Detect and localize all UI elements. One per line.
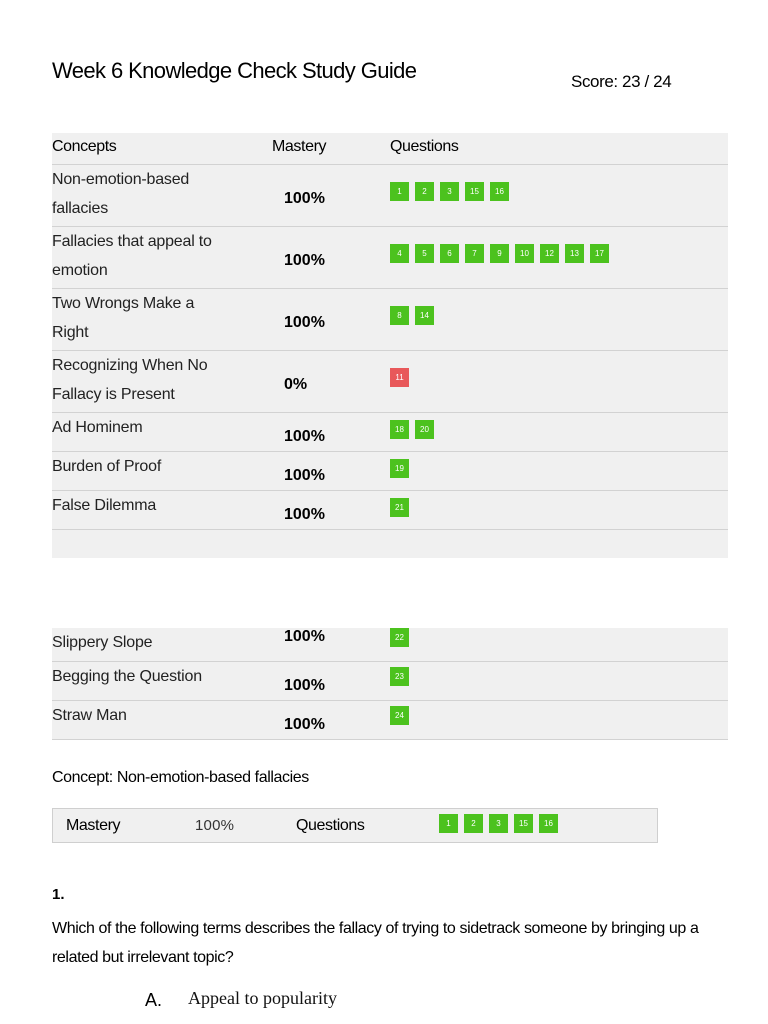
header-questions: Questions bbox=[390, 138, 459, 155]
concept-name bbox=[52, 165, 257, 223]
question-chip[interactable]: 2 bbox=[464, 814, 483, 833]
table-header bbox=[52, 133, 728, 165]
table-row bbox=[52, 452, 728, 491]
questions-label: Questions bbox=[296, 817, 365, 834]
concept-name-line: Begging the Question bbox=[52, 668, 202, 685]
question-chip[interactable]: 1 bbox=[390, 182, 409, 201]
question-chip[interactable]: 14 bbox=[415, 306, 434, 325]
concept-name-line: False Dilemma bbox=[52, 497, 157, 514]
question-chip[interactable]: 10 bbox=[515, 244, 534, 263]
page-title: Week 6 Knowledge Check Study Guide bbox=[52, 58, 417, 83]
concept-name bbox=[52, 351, 257, 409]
concept-name-line: Two Wrongs Make a bbox=[52, 295, 195, 312]
question-chips bbox=[390, 706, 415, 725]
mastery-percent: 100% bbox=[284, 677, 325, 694]
concept-name-line: Recognizing When No bbox=[52, 357, 208, 374]
question-chip[interactable]: 17 bbox=[590, 244, 609, 263]
concept-name-line: Fallacy is Present bbox=[52, 386, 175, 403]
concept-name-line: Fallacies that appeal to bbox=[52, 233, 212, 250]
question-chip[interactable]: 9 bbox=[490, 244, 509, 263]
question-chip[interactable]: 3 bbox=[489, 814, 508, 833]
concept-question-chips bbox=[439, 814, 564, 833]
question-chip[interactable]: 13 bbox=[565, 244, 584, 263]
concept-name bbox=[52, 289, 257, 347]
question-chip[interactable]: 23 bbox=[390, 667, 409, 686]
concept-name bbox=[52, 491, 257, 520]
mastery-percent: 100% bbox=[284, 467, 325, 484]
question-chip[interactable]: 20 bbox=[415, 420, 434, 439]
table-row bbox=[52, 491, 728, 530]
concept-name bbox=[52, 701, 257, 730]
concept-table bbox=[52, 133, 728, 562]
mastery-percent: 100% bbox=[284, 716, 325, 733]
question-chip[interactable]: 1 bbox=[439, 814, 458, 833]
concept-name bbox=[52, 452, 257, 481]
mastery-label: Mastery bbox=[66, 817, 121, 834]
mastery-percent: 100% bbox=[284, 314, 325, 331]
question-chip[interactable]: 3 bbox=[440, 182, 459, 201]
header-mastery: Mastery bbox=[272, 138, 327, 155]
concept-mastery-box bbox=[52, 808, 658, 843]
question-chips bbox=[390, 667, 415, 686]
concept-name-line: Burden of Proof bbox=[52, 458, 162, 475]
table-row bbox=[52, 351, 728, 413]
question-chip[interactable]: 16 bbox=[539, 814, 558, 833]
question-chips bbox=[390, 498, 415, 517]
table-row bbox=[52, 628, 728, 662]
question-chip[interactable]: 2 bbox=[415, 182, 434, 201]
question-chip[interactable]: 15 bbox=[465, 182, 484, 201]
concept-name bbox=[52, 628, 257, 657]
concept-name-line: Straw Man bbox=[52, 707, 127, 724]
concept-name-line: emotion bbox=[52, 262, 108, 279]
question-chips bbox=[390, 420, 440, 439]
question-chips bbox=[390, 306, 440, 325]
question-chip[interactable]: 24 bbox=[390, 706, 409, 725]
question-chip[interactable]: 22 bbox=[390, 628, 409, 647]
question-chip[interactable]: 12 bbox=[540, 244, 559, 263]
concept-name bbox=[52, 227, 257, 285]
question-chip[interactable]: 7 bbox=[465, 244, 484, 263]
question-chip[interactable]: 18 bbox=[390, 420, 409, 439]
question-chips bbox=[390, 368, 415, 387]
concept-name-line: Slippery Slope bbox=[52, 634, 153, 651]
header-concepts: Concepts bbox=[52, 138, 117, 155]
question-chips bbox=[390, 182, 515, 201]
question-chip[interactable]: 6 bbox=[440, 244, 459, 263]
mastery-percent: 0% bbox=[284, 376, 308, 393]
option-a-text[interactable]: Appeal to popularity bbox=[188, 988, 337, 1008]
question-chip[interactable]: 21 bbox=[390, 498, 409, 517]
question-chip[interactable]: 16 bbox=[490, 182, 509, 201]
question-chip[interactable]: 11 bbox=[390, 368, 409, 387]
concept-name bbox=[52, 662, 257, 691]
page-break-gap bbox=[0, 558, 768, 628]
concept-name-line: Ad Hominem bbox=[52, 419, 143, 436]
question-chips bbox=[390, 459, 415, 478]
mastery-percent: 100% bbox=[284, 628, 325, 645]
concept-name-line: Non-emotion-based bbox=[52, 171, 190, 188]
table-row bbox=[52, 289, 728, 351]
mastery-percent: 100% bbox=[284, 506, 325, 523]
mastery-value: 100% bbox=[195, 817, 235, 834]
question-chip[interactable]: 19 bbox=[390, 459, 409, 478]
option-a-letter[interactable]: A. bbox=[145, 990, 163, 1010]
concept-name-line: Right bbox=[52, 324, 89, 341]
concept-table-continued bbox=[52, 628, 728, 740]
question-number: 1. bbox=[52, 886, 65, 903]
question-chip[interactable]: 15 bbox=[514, 814, 533, 833]
concept-name-line: fallacies bbox=[52, 200, 109, 217]
concept-name bbox=[52, 413, 257, 442]
table-row bbox=[52, 227, 728, 289]
mastery-percent: 100% bbox=[284, 428, 325, 445]
score-label: Score: 23 / 24 bbox=[571, 72, 672, 91]
question-chips bbox=[390, 628, 415, 647]
table-row bbox=[52, 701, 728, 740]
question-chip[interactable]: 8 bbox=[390, 306, 409, 325]
table-row bbox=[52, 662, 728, 701]
question-chip[interactable]: 4 bbox=[390, 244, 409, 263]
question-chip[interactable]: 5 bbox=[415, 244, 434, 263]
mastery-percent: 100% bbox=[284, 252, 325, 269]
question-chips bbox=[390, 244, 615, 263]
concept-heading: Concept: Non-emotion-based fallacies bbox=[52, 769, 309, 786]
table-row bbox=[52, 165, 728, 227]
question-text: Which of the following terms describes the fallacy of trying to sidetrack someone by bringing up a related but irrelevant topic? bbox=[52, 920, 699, 966]
table-row bbox=[52, 413, 728, 452]
mastery-percent: 100% bbox=[284, 190, 325, 207]
